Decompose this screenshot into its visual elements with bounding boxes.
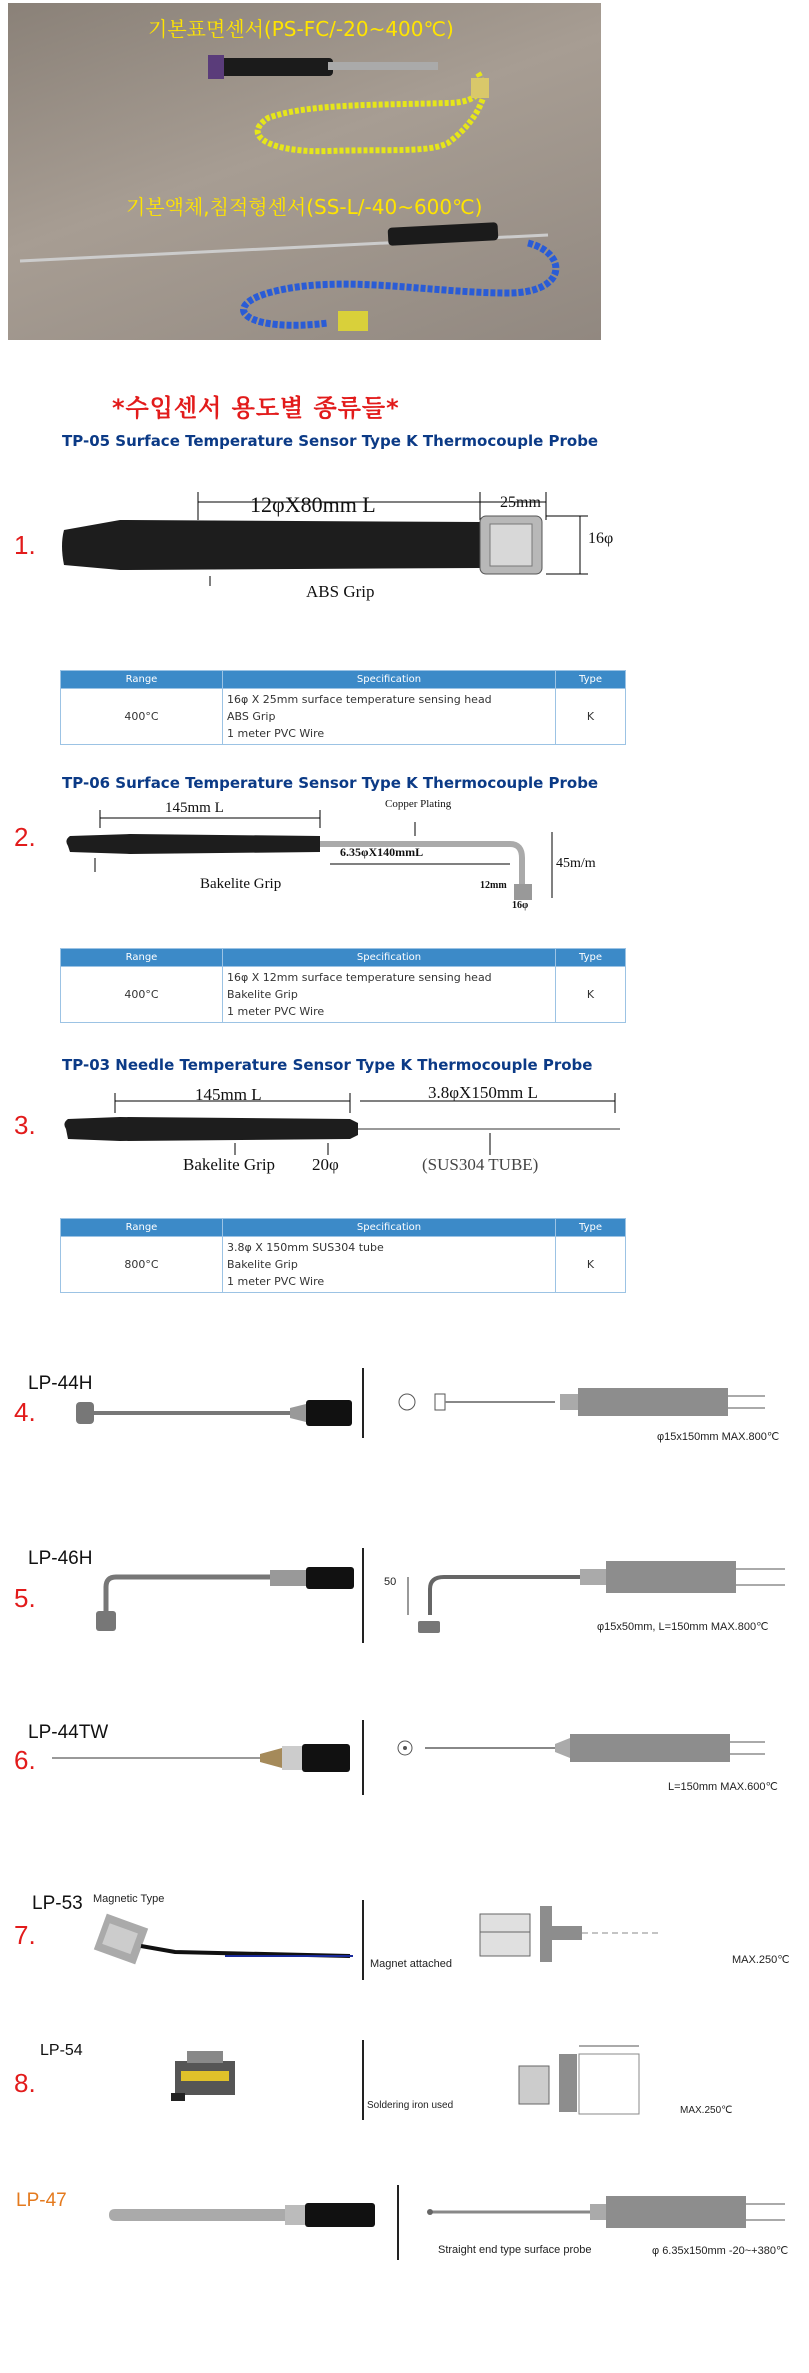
tp06-spec-table [60,948,626,1023]
photo-caption-surface: 기본표면센서(PS-FC/-20~400℃) [148,17,454,41]
tp05-range-header: Range [61,671,223,689]
tp03-heading: TP-03 Needle Temperature Sensor Type K Thermocouple Probe [62,1056,593,1074]
tp06-dim-tube: 6.35φX140mmL [340,845,424,859]
tp05-grip: ABS Grip [306,582,375,601]
tp06-type: K [556,967,626,1023]
tp03-spec-header: Specification [223,1219,556,1237]
lp53-note: Magnet attached [370,1958,452,1970]
tp03-dim-handle: 145mm L [195,1085,262,1104]
lp53-spec: MAX.250℃ [732,1954,790,1966]
tp03-spec-line: 1 meter PVC Wire [227,1275,325,1288]
tp05-number: 1. [14,530,36,560]
tp06-number: 2. [14,822,36,852]
lp44h-spec: φ15x150mm MAX.800℃ [657,1431,780,1443]
tp05-type: K [556,689,626,745]
lp54-note: Soldering iron used [367,2100,454,2111]
lp46h-dim: 50 [384,1576,397,1588]
lp46h-photo [70,1555,360,1635]
tp06-dim-height: 45m/m [556,856,596,871]
lp44tw-photo [50,1738,360,1778]
lp54-drawing [515,2040,665,2120]
tp03-range-header: Range [61,1219,223,1237]
lp54-number: 8. [14,2068,36,2098]
tp05-dim-end: 25mm [500,494,541,511]
tp06-spec-line: Bakelite Grip [227,988,298,1001]
lp46h-number: 5. [14,1583,36,1613]
tp03-diagram [60,1085,630,1175]
tp05-type-header: Type [556,671,626,689]
probe-photo [8,3,601,340]
lp53-subtitle: Magnetic Type [93,1893,165,1905]
lp53-photo [85,1910,365,1980]
tp06-grip: Bakelite Grip [200,876,282,892]
lp44h-divider [362,1368,364,1438]
tp06-range-header: Range [61,949,223,967]
tp05-dim-dia: 16φ [588,530,614,547]
lp46h-divider [362,1548,364,1643]
lp47-drawing [420,2190,800,2235]
tp03-type: K [556,1237,626,1293]
tp06-spec-line: 16φ X 12mm surface temperature sensing head [227,971,492,984]
lp47-photo [105,2195,380,2235]
tp03-range: 800°C [61,1237,223,1293]
tp03-spec-line: Bakelite Grip [227,1258,298,1271]
tp06-dim-handle: 145mm L [165,800,224,816]
lp47-spec: φ 6.35x150mm -20~+380℃ [652,2245,789,2257]
lp44h-photo [70,1390,360,1440]
tp05-spec-table [60,670,626,745]
lp54-photo [165,2045,255,2105]
lp44h-model: LP-44H [28,1373,93,1394]
section-title: *수입센서 용도별 종류들* [112,394,400,422]
tp06-type-header: Type [556,949,626,967]
tp03-dia: 20φ [312,1155,339,1174]
tp06-spec-line: 1 meter PVC Wire [227,1005,325,1018]
tp05-spec-line: 1 meter PVC Wire [227,727,325,740]
lp46h-spec: φ15x50mm, L=150mm MAX.800℃ [597,1621,769,1633]
lp47-model: LP-47 [16,2190,67,2211]
tp03-dim-needle: 3.8φX150mm L [428,1083,538,1102]
tp06-range: 400°C [61,967,223,1023]
tp06-dim-small: 12mm [480,880,507,891]
lp53-drawing [470,1900,670,1970]
tp05-spec-line: ABS Grip [227,710,276,723]
lp44tw-model: LP-44TW [28,1722,109,1743]
lp53-divider [362,1900,364,1980]
tp03-tube: (SUS304 TUBE) [422,1155,539,1174]
tp05-range: 400°C [61,689,223,745]
tp06-diagram [60,800,580,915]
tp05-dim-main: 12φX80mm L [250,492,376,517]
probe-photo-illustration [8,3,601,340]
lp44tw-divider [362,1720,364,1795]
tp05-heading: TP-05 Surface Temperature Sensor Type K Thermocouple Probe [62,432,599,450]
lp53-number: 7. [14,1920,36,1950]
tp06-spec-header: Specification [223,949,556,967]
photo-caption-liquid: 기본액체,침적형센서(SS-L/-40~600℃) [126,195,483,219]
lp44h-drawing [395,1380,795,1425]
lp53-model: LP-53 [32,1893,83,1914]
lp44tw-spec: L=150mm MAX.600℃ [668,1781,778,1793]
lp44tw-number: 6. [14,1745,36,1775]
lp47-note: Straight end type surface probe [438,2244,592,2256]
tp06-plating: Copper Plating [385,798,452,810]
tp06-dim-dia: 16φ [512,900,529,911]
lp44h-number: 4. [14,1397,36,1427]
tp03-spec-line: 3.8φ X 150mm SUS304 tube [227,1241,384,1254]
lp54-model: LP-54 [40,2042,83,2059]
tp05-spec-header: Specification [223,671,556,689]
lp54-spec: MAX.250℃ [680,2105,733,2116]
tp06-heading: TP-06 Surface Temperature Sensor Type K Thermocouple Probe [62,774,599,792]
lp46h-model: LP-46H [28,1548,93,1569]
lp47-divider [397,2185,399,2260]
tp03-type-header: Type [556,1219,626,1237]
tp03-number: 3. [14,1110,36,1140]
lp54-divider [362,2040,364,2120]
tp03-grip: Bakelite Grip [183,1155,276,1174]
tp03-spec-table [60,1218,626,1293]
tp05-spec-line: 16φ X 25mm surface temperature sensing head [227,693,492,706]
lp44tw-drawing [395,1728,795,1768]
